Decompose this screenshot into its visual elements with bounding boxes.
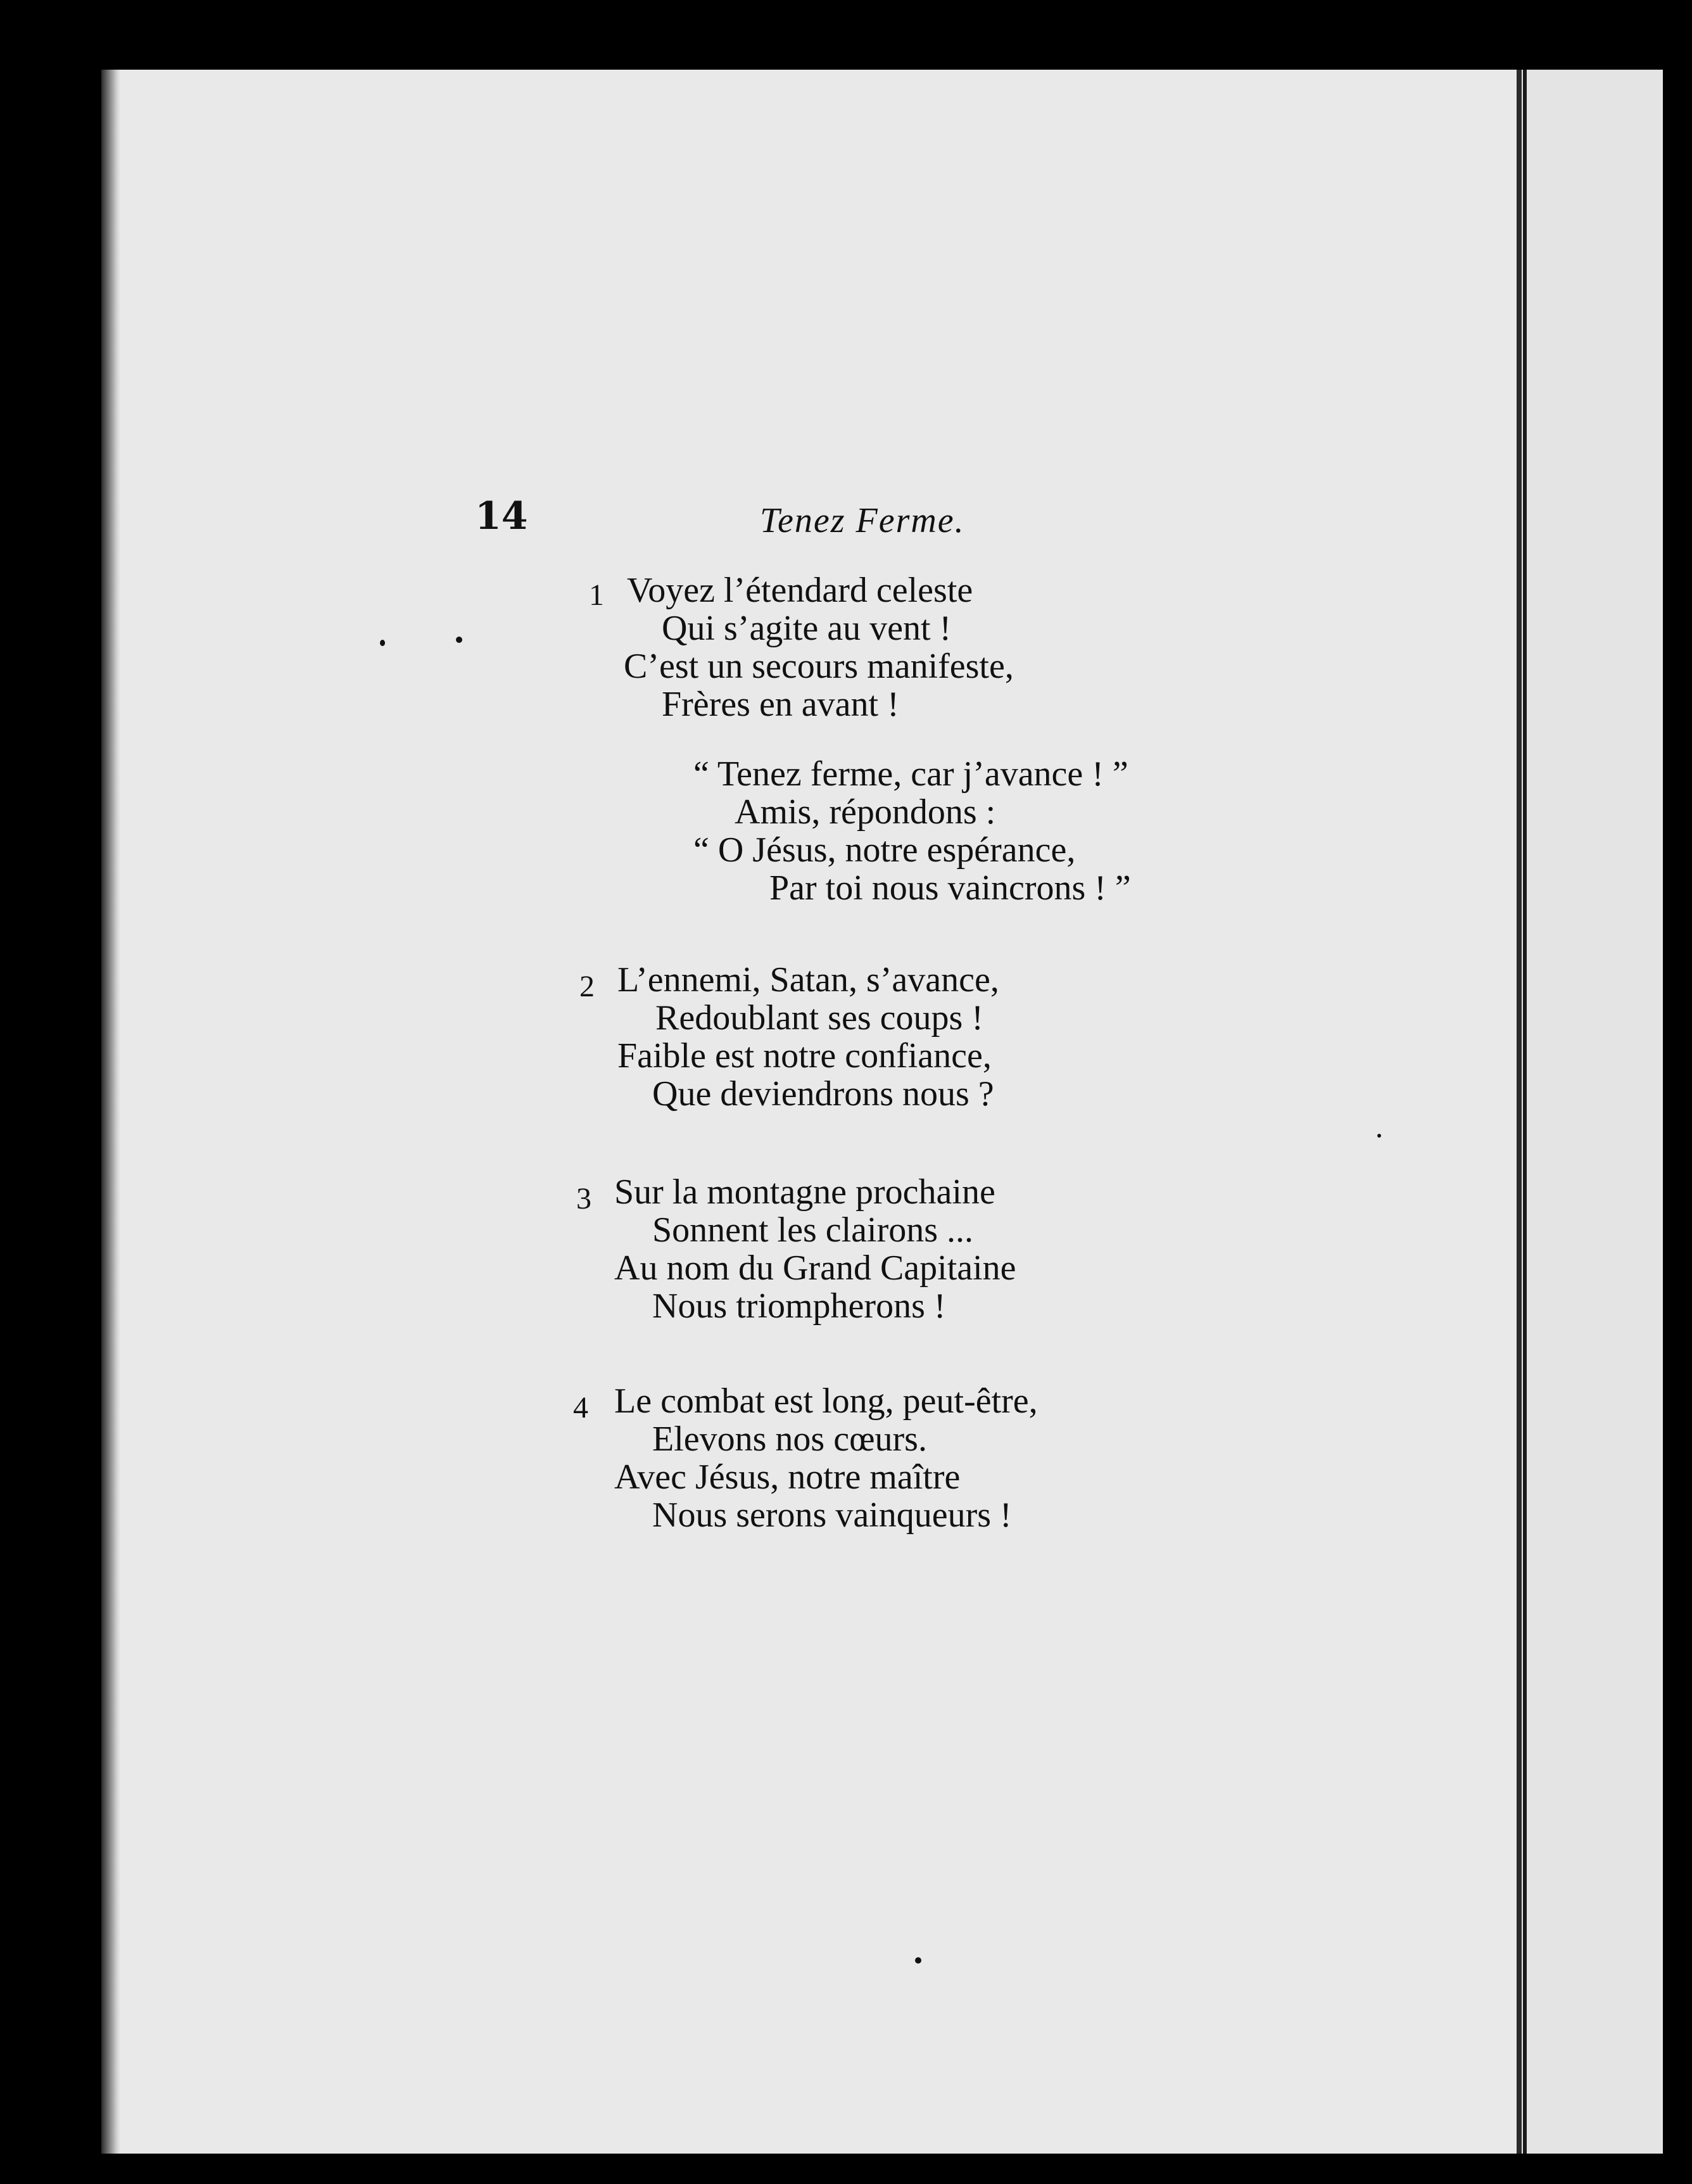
verse-1-line-2: Qui s’agite au vent ! — [662, 609, 952, 648]
facing-page-edge — [1523, 70, 1663, 2154]
scan-speck — [915, 1957, 921, 1964]
verse-1-line-3: C’est un secours manifeste, — [624, 647, 1014, 686]
verse-number-3: 3 — [576, 1182, 591, 1216]
verse-1-line-4: Frères en avant ! — [662, 685, 899, 724]
page-gutter — [1517, 70, 1522, 2154]
chorus-line-2: Amis, répondons : — [735, 792, 996, 832]
page-number: 14 — [475, 494, 528, 538]
verse-3-line-1: Sur la montagne prochaine — [614, 1172, 995, 1212]
chorus-line-4: Par toi nous vaincrons ! ” — [769, 868, 1131, 908]
verse-2-line-3: Faible est notre confiance, — [617, 1036, 992, 1076]
verse-1-line-1: Voyez l’étendard celeste — [627, 571, 973, 610]
scan-speck — [380, 640, 385, 646]
verse-number-1: 1 — [589, 578, 604, 612]
chorus-line-1: “ Tenez ferme, car j’avance ! ” — [693, 754, 1128, 794]
verse-2-line-1: L’ennemi, Satan, s’avance, — [617, 960, 999, 1000]
hymn-title: Tenez Ferme. — [760, 501, 965, 540]
verse-4-line-2: Elevons nos cœurs. — [652, 1419, 927, 1459]
scan-speck — [456, 637, 462, 643]
scan-speck — [1377, 1134, 1381, 1138]
verse-2-line-4: Que deviendrons nous ? — [652, 1074, 994, 1114]
verse-3-line-3: Au nom du Grand Capitaine — [614, 1248, 1016, 1288]
chorus-line-3: “ O Jésus, notre espérance, — [693, 830, 1076, 870]
verse-number-2: 2 — [579, 970, 595, 1003]
verse-2-line-2: Redoublant ses coups ! — [655, 998, 983, 1038]
verse-3-line-2: Sonnent les clairons ... — [652, 1210, 974, 1250]
verse-4-line-4: Nous serons vainqueurs ! — [652, 1495, 1012, 1535]
verse-number-4: 4 — [573, 1391, 588, 1425]
verse-3-line-4: Nous triompherons ! — [652, 1286, 946, 1326]
verse-4-line-3: Avec Jésus, notre maître — [614, 1457, 961, 1497]
verse-4-line-1: Le combat est long, peut-être, — [614, 1381, 1038, 1421]
